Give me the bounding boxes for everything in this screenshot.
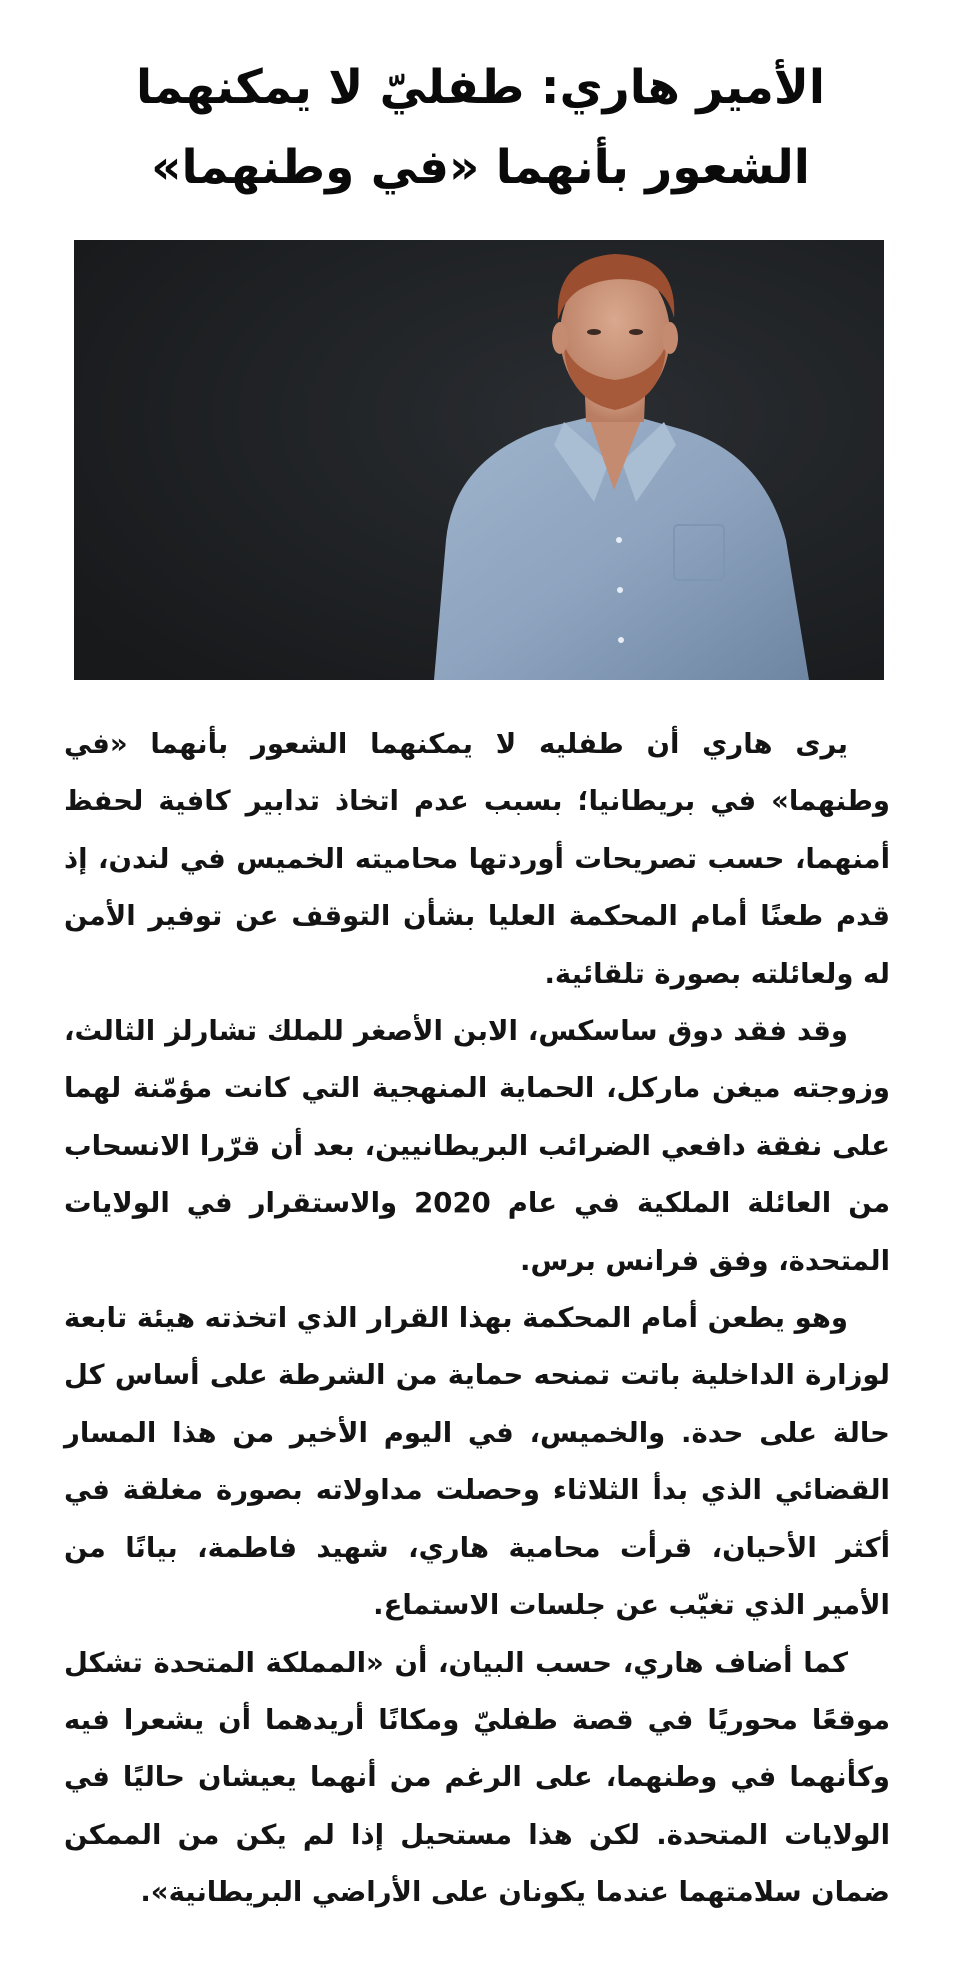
- paragraph-1: يرى هاري أن طفليه لا يمكنهما الشعور بأنهما «في وطنهما» في بريطانيا؛ بسبب عدم اتخاذ تدابير كافية لحفظ أمنهما، حسب تصريحات أوردتها محاميته الخميس في لندن، إذ قدم طعنًا أمام المحكمة العليا بشأن التوقف عن توفير الأمن له ولعائلته بصورة تلقائية.: [64, 728, 890, 990]
- headline-line-1: الأمير هاري: طفليّ لا يمكنهما: [136, 60, 825, 115]
- man-portrait-photo-icon: [74, 240, 884, 680]
- headline-line-2: الشعور بأنهما «في وطنهما»: [151, 140, 810, 195]
- paragraph-3: وهو يطعن أمام المحكمة بهذا القرار الذي اتخذته هيئة تابعة لوزارة الداخلية باتت تمنحه حماية من الشرطة على أساس كل حالة على حدة. والخميس، في اليوم الأخير من هذا المسار القضائي الذي بدأ الثلاثاء وحصلت مداولاته بصورة مغلقة في أكثر الأحيان، قرأت محامية هاري، شهيد فاطمة، بيانًا من الأمير الذي تغيّب عن جلسات الاستماع.: [64, 1302, 890, 1622]
- article-body: [64, 716, 890, 1922]
- article-headline: [60, 48, 901, 208]
- article-photo: [74, 240, 884, 680]
- paragraph-2: وقد فقد دوق ساسكس، الابن الأصغر للملك تشارلز الثالث، وزوجته ميغن ماركل، الحماية المنهجية التي كانت مؤمّنة لهما على نفقة دافعي الضرائب البريطانيين، بعد أن قرّرا الانسحاب من العائلة الملكية في عام 2020 والاستقرار في الولايات المتحدة، وفق فرانس برس.: [64, 1015, 890, 1277]
- paragraph-4: كما أضاف هاري، حسب البيان، أن «المملكة المتحدة تشكل موقعًا محوريًا في قصة طفليّ ومكانًا أريدهما أن يشعرا فيه وكأنهما في وطنهما، على الرغم من أنهما يعيشان حاليًا في الولايات المتحدة. لكن هذا مستحيل إذا لم يكن من الممكن ضمان سلامتهما عندما يكونان على الأراضي البريطانية».: [64, 1646, 890, 1909]
